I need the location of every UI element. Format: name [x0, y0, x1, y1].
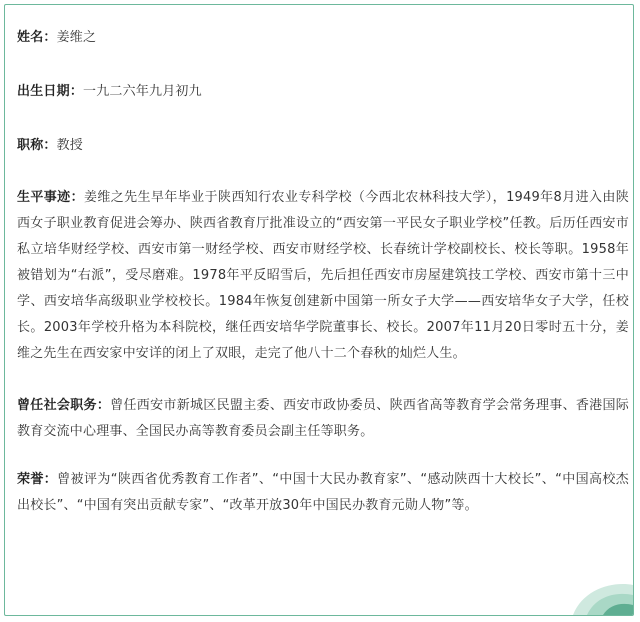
title-label: 职称 [17, 138, 44, 153]
biography-separator: ： [70, 190, 84, 205]
social-positions-separator: ： [96, 398, 111, 413]
honors-separator: ： [43, 472, 58, 487]
profile-content [17, 25, 629, 519]
name-value: 姜维之 [56, 30, 97, 45]
honors-value: 曾被评为“陕西省优秀教育工作者”、“中国十大民办教育家”、“感动陕西十大校长”、“中国高校杰出校长”、“中国有突出贡献专家”、“改革开放30年中国民办教育元勋人物”等。 [17, 472, 629, 513]
biography-value: 姜维之先生早年毕业于陕西知行农业专科学校（今西北农林科技大学），1949年8月进入由陕西女子职业教育促进会筹办、陕西省教育厅批准设立的“西安第一平民女子职业学校”任教。后历任西安市私立培华财经学校、西安市第一财经学校、西安市财经学校、长春统计学校副校长、校长等职。1958年被错划为“右派”，受尽磨难。1978年平反昭雪后，先后担任西安市房屋建筑技工学校、西安市第十三中学、西安培华高级职业学校校长。1984年恢复创建新中国第一所女子大学——西安培华女子大学，任校长。2003年学校升格为本科院校，继任西安培华学院董事长、校长。2007年11月20日零时五十分，姜维之先生在西安家中安详的闭上了双眼，走完了他八十二个春秋的灿烂人生。 [17, 190, 629, 361]
birth-date-entry [17, 79, 629, 105]
biography-entry [17, 185, 629, 367]
honors-label: 荣誉 [17, 472, 44, 487]
honors-entry [17, 467, 629, 519]
name-label: 姓名 [17, 30, 44, 45]
social-positions-label: 曾任社会职务 [17, 398, 97, 413]
title-separator: ： [43, 138, 57, 153]
title-value: 教授 [56, 138, 84, 153]
biography-label: 生平事迹 [17, 190, 71, 205]
social-positions-value: 曾任西安市新城区民盟主委、西安市政协委员、陕西省高等教育学会常务理事、香港国际教育交流中心理事、全国民办高等教育委员会副主任等职务。 [17, 398, 629, 439]
name-entry [17, 25, 629, 51]
birth-date-value: 一九二六年九月初九 [83, 84, 202, 99]
social-positions-entry [17, 393, 629, 445]
profile-card [4, 4, 634, 616]
title-entry [17, 133, 629, 159]
birth-date-separator: ： [69, 84, 84, 99]
birth-date-label: 出生日期 [17, 84, 70, 99]
name-separator: ： [43, 30, 57, 45]
corner-leaf-decoration-icon [569, 575, 633, 615]
